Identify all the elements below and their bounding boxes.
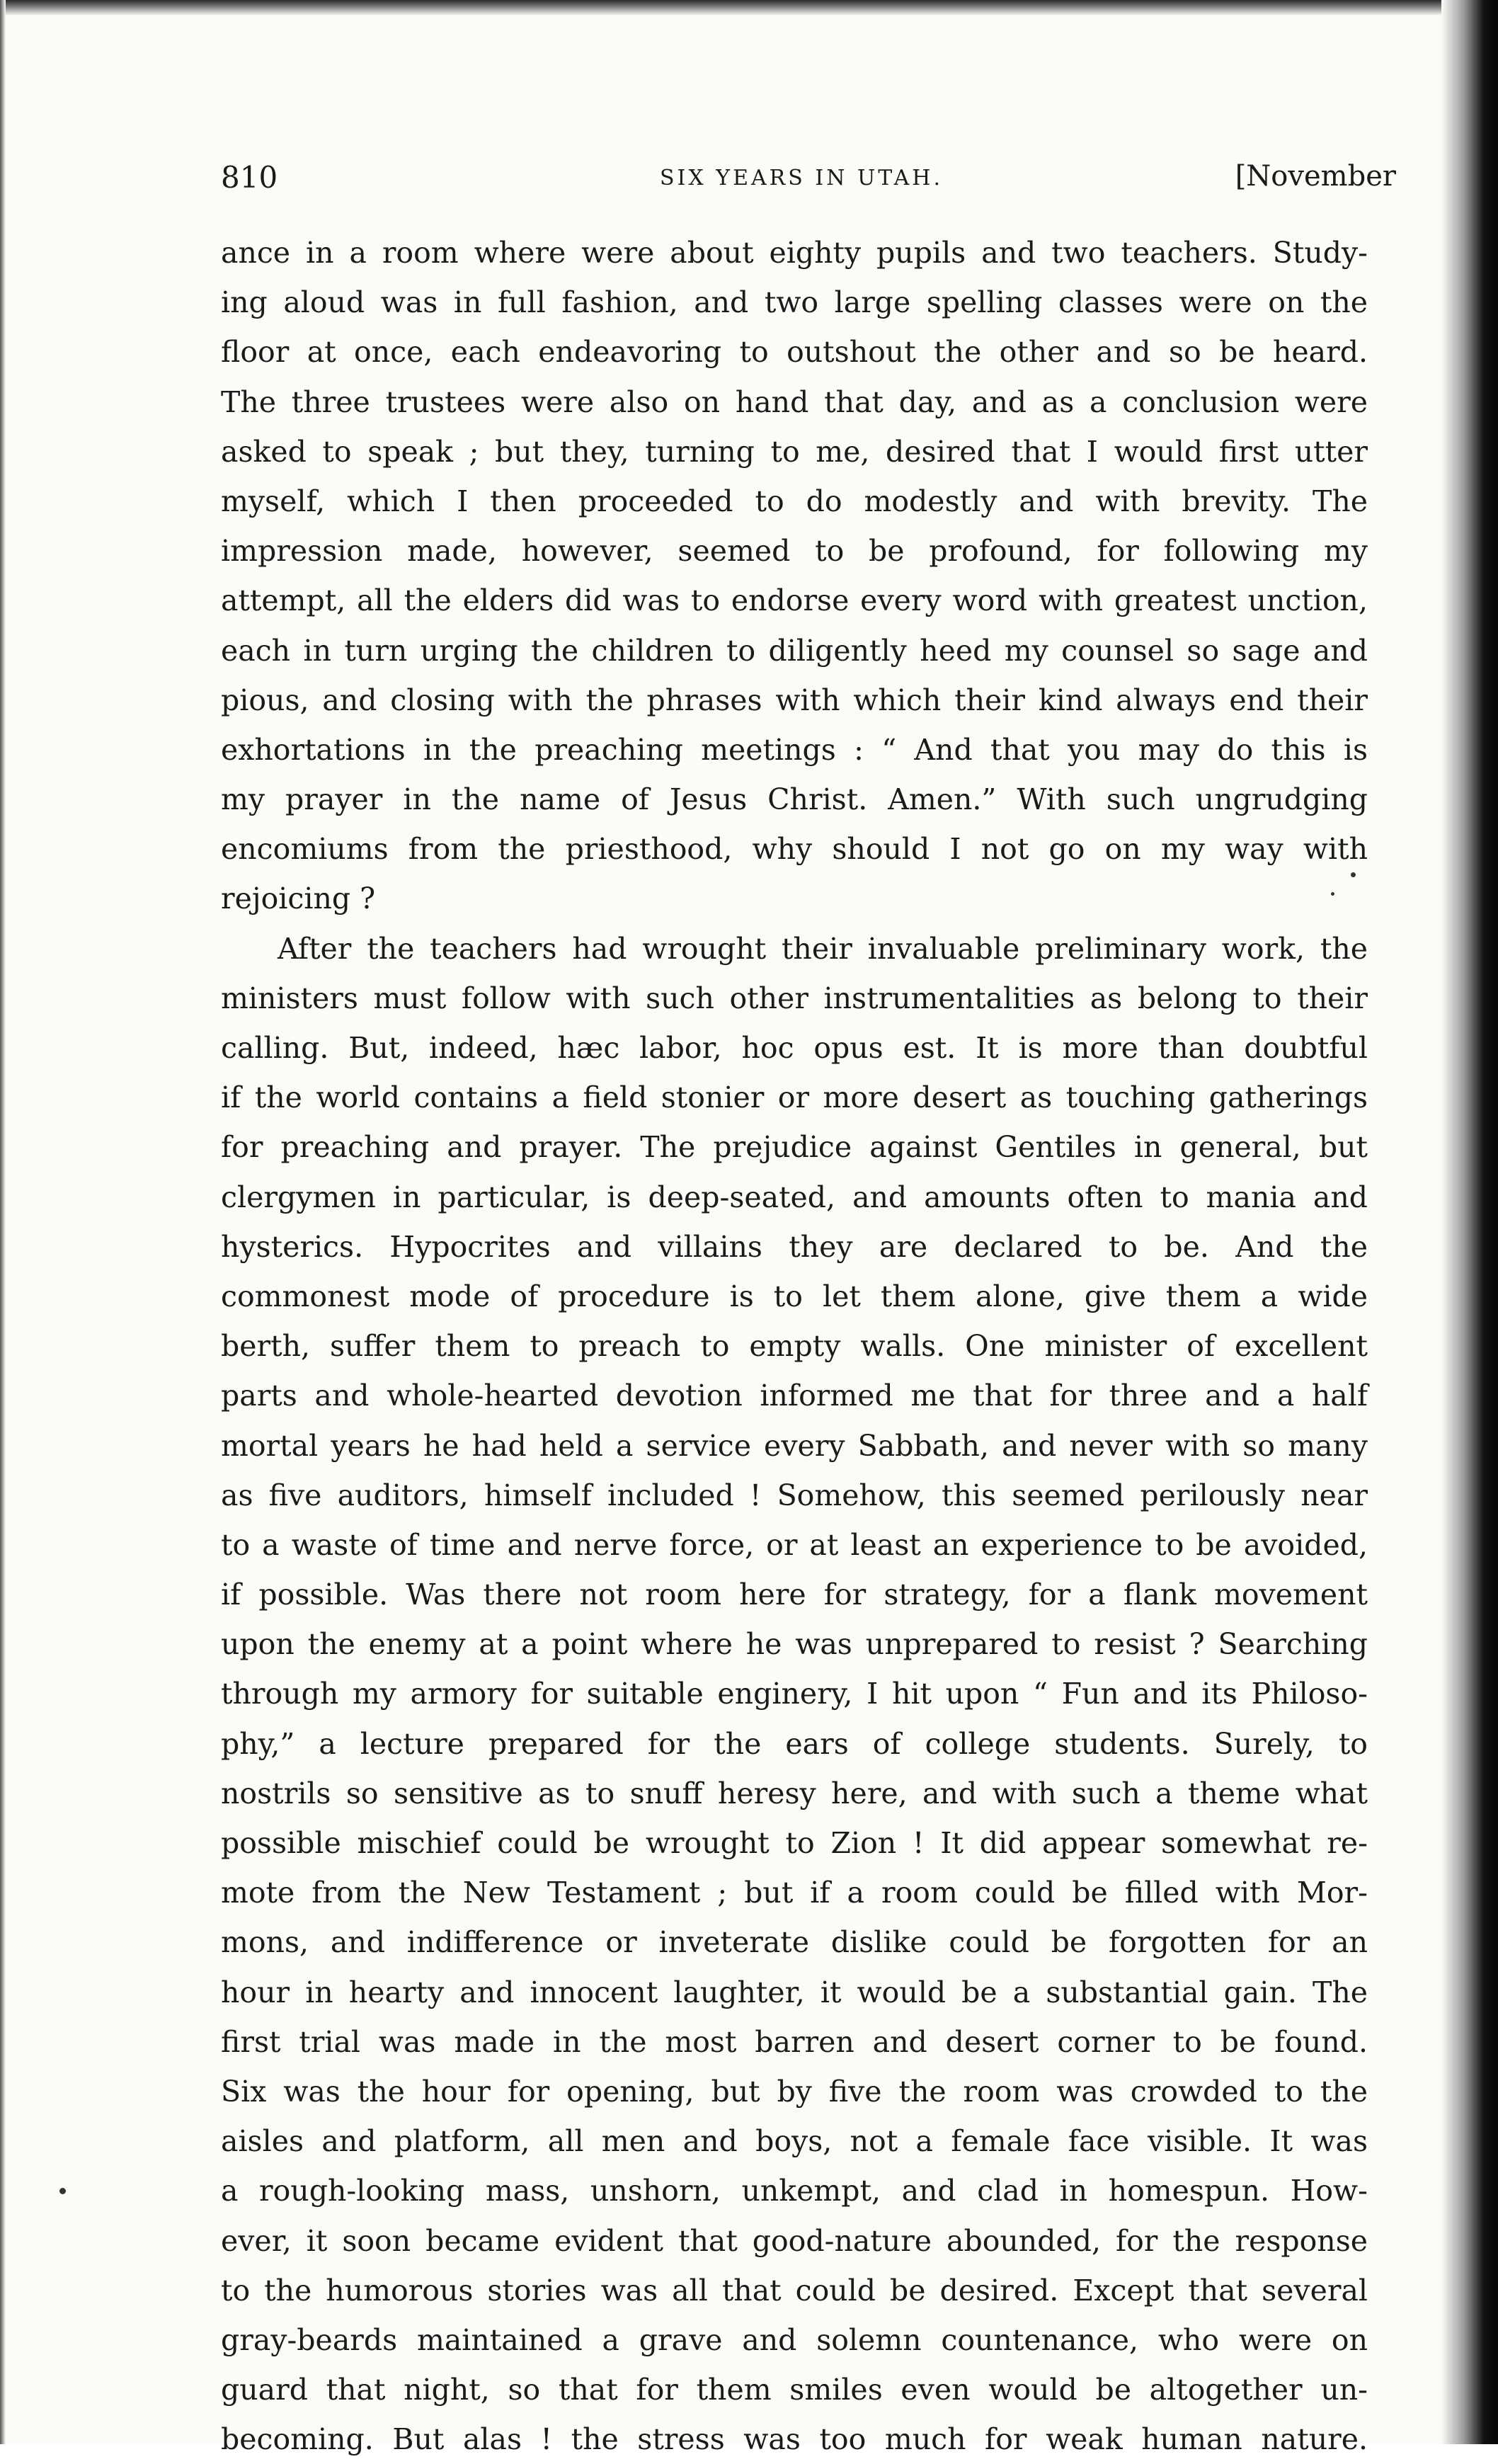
running-title: SIX YEARS IN UTAH. [660,166,943,190]
text-line: each in turn urging the children to diligently heed my counsel so sage and [221,633,1368,668]
text-line: to the humorous stories was all that could be desired. Except that several [221,2273,1368,2308]
text-line: upon the enemy at a point where he was unprepared to resist ? Searching [221,1627,1368,1662]
text-line: for preaching and prayer. The prejudice against Gentiles in general, but [221,1130,1368,1165]
scan-speck [59,2188,66,2194]
text-line: myself, which I then proceeded to do modestly and with brevity. The [221,484,1368,518]
running-month: [November [1235,160,1396,193]
text-line: a rough-looking mass, unshorn, unkempt, and clad in homespun. How- [221,2174,1368,2208]
text-line: ministers must follow with such other instrumentalities as belong to their [221,981,1368,1015]
text-line: phy,” a lecture prepared for the ears of college students. Surely, to [221,1726,1368,1761]
text-line: ing aloud was in full fashion, and two large spelling classes were on the [221,285,1368,320]
text-line: guard that night, so that for them smiles even would be altogether un- [221,2373,1368,2407]
body-text [221,228,1368,2464]
text-line: pious, and closing with the phrases with which their kind always end their [221,683,1368,717]
running-head [221,160,1396,203]
text-line: becoming. But alas ! the stress was too much for weak human nature. [221,2422,1368,2457]
text-line: Six was the hour for opening, but by five the room was crowded to the [221,2074,1368,2109]
text-line: if the world contains a field stonier or more desert as touching gatherings [221,1080,1368,1115]
text-line: commonest mode of procedure is to let them alone, give them a wide [221,1279,1368,1313]
text-line: floor at once, each endeavoring to outshout the other and so be heard. [221,335,1368,370]
text-line: hysterics. Hypocrites and villains they are declared to be. And the [221,1229,1368,1264]
text-line: ance in a room where were about eighty pupils and two teachers. Study- [221,236,1368,270]
text-line: After the teachers had wrought their invaluable preliminary work, the [278,931,1368,966]
scan-speck [1351,872,1356,877]
text-line: nostrils so sensitive as to snuff heresy here, and with such a theme what [221,1776,1368,1810]
text-line: asked to speak ; but they, turning to me, desired that I would first utter [221,434,1368,469]
text-line: to a waste of time and nerve force, or at least an experience to be avoided, [221,1527,1368,1562]
text-line: if possible. Was there not room here for strategy, for a flank movement [221,1578,1368,1612]
text-line: The three trustees were also on hand that day, and as a conclusion were [221,384,1368,419]
text-line: clergymen in particular, is deep-seated, and amounts often to mania and [221,1180,1368,1214]
page-number: 810 [221,160,278,195]
text-line: calling. But, indeed, hæc labor, hoc opus est. It is more than doubtful [221,1031,1368,1065]
text-line: hour in hearty and innocent laughter, it would be a substantial gain. The [221,1975,1368,2009]
text-line: mons, and indifference or inveterate dislike could be forgotten for an [221,1925,1368,1960]
text-line: encomiums from the priesthood, why should I not go on my way with [221,832,1368,867]
text-line: possible mischief could be wrought to Zion ! It did appear somewhat re- [221,1826,1368,1860]
text-line: my prayer in the name of Jesus Christ. Amen.” With such ungrudging [221,782,1368,817]
text-line: mote from the New Testament ; but if a room could be filled with Mor- [221,1876,1368,1910]
text-line: ever, it soon became evident that good-nature abounded, for the response [221,2223,1368,2258]
text-line: through my armory for suitable enginery, I hit upon “ Fun and its Philoso- [221,1677,1368,1711]
text-line: first trial was made in the most barren and desert corner to be found. [221,2024,1368,2059]
text-line: gray-beards maintained a grave and solemn countenance, who were on [221,2322,1368,2357]
scan-top-edge [0,0,1498,16]
text-line: berth, suffer them to preach to empty walls. One minister of excellent [221,1329,1368,1364]
text-line: mortal years he had held a service every Sabbath, and never with so many [221,1428,1368,1463]
text-line: attempt, all the elders did was to endorse every word with greatest unction, [221,583,1368,618]
text-line: rejoicing ? [221,882,376,916]
scan-left-edge [0,0,6,2444]
text-line: as five auditors, himself included ! Somehow, this seemed perilously near [221,1478,1368,1512]
text-line: parts and whole-hearted devotion informed me that for three and a half [221,1379,1368,1413]
text-line: exhortations in the preaching meetings : “ And that you may do this is [221,732,1368,767]
binding-shadow [1441,0,1498,2444]
text-line: aisles and platform, all men and boys, not a female face visible. It was [221,2124,1368,2159]
scan-speck [1331,892,1334,896]
text-line: impression made, however, seemed to be profound, for following my [221,534,1368,569]
